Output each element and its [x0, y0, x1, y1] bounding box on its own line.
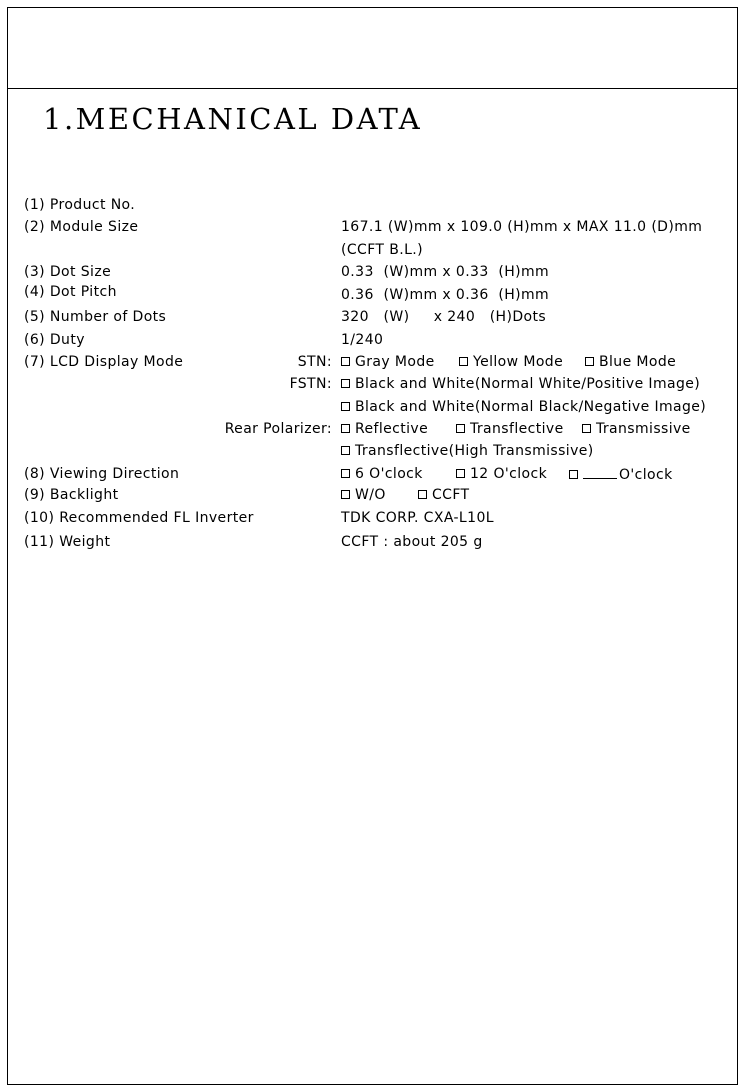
checkbox-icon — [585, 357, 594, 366]
label-weight: (11) Weight — [24, 534, 111, 550]
polarizer-label: Rear Polarizer: — [224, 421, 332, 437]
option-reflective[interactable]: Reflective — [341, 421, 428, 437]
option-backlight-ccft[interactable]: CCFT — [418, 487, 470, 503]
checkbox-icon — [418, 490, 427, 499]
checkbox-icon — [456, 424, 465, 433]
label-fl-inverter: (10) Recommended FL Inverter — [24, 510, 254, 526]
label-lcd-display-mode: (7) LCD Display Mode — [24, 354, 184, 370]
option-yellow-mode[interactable]: Yellow Mode — [459, 354, 563, 370]
section-title: 1.MECHANICAL DATA — [43, 102, 423, 136]
label-dot-pitch: (4) Dot Pitch — [24, 284, 117, 300]
value-dot-size: 0.33 (W)mm x 0.33 (H)mm — [341, 264, 550, 280]
option-transmissive[interactable]: Transmissive — [582, 421, 691, 437]
value-fl-inverter: TDK CORP. CXA-L10L — [341, 510, 494, 526]
checkbox-icon — [341, 357, 350, 366]
option-backlight-wo[interactable]: W/O — [341, 487, 386, 503]
checkbox-icon — [341, 490, 350, 499]
label-number-of-dots: (5) Number of Dots — [24, 309, 167, 325]
label-viewing-direction: (8) Viewing Direction — [24, 466, 180, 482]
checkbox-icon — [341, 424, 350, 433]
label-module-size: (2) Module Size — [24, 219, 139, 235]
checkbox-icon — [459, 357, 468, 366]
option-blue-mode[interactable]: Blue Mode — [585, 354, 676, 370]
value-number-of-dots: 320 (W) x 240 (H)Dots — [341, 309, 547, 325]
option-12-oclock[interactable]: 12 O'clock — [456, 466, 547, 482]
option-6-oclock[interactable]: 6 O'clock — [341, 466, 423, 482]
value-duty: 1/240 — [341, 332, 384, 348]
option-custom-oclock[interactable]: O'clock — [569, 466, 673, 483]
header-divider — [7, 88, 738, 89]
label-product-no: (1) Product No. — [24, 197, 136, 213]
fstn-label: FSTN: — [289, 376, 332, 392]
option-gray-mode[interactable]: Gray Mode — [341, 354, 435, 370]
option-normal-white[interactable]: Black and White(Normal White/Positive Image) — [341, 376, 700, 392]
checkbox-icon — [341, 379, 350, 388]
checkbox-icon — [569, 470, 578, 479]
value-weight: CCFT : about 205 g — [341, 534, 483, 550]
checkbox-icon — [456, 469, 465, 478]
option-transflective[interactable]: Transflective — [456, 421, 564, 437]
stn-label: STN: — [297, 354, 332, 370]
label-dot-size: (3) Dot Size — [24, 264, 112, 280]
option-high-transmissive[interactable]: Transflective(High Transmissive) — [341, 443, 594, 459]
checkbox-icon — [341, 469, 350, 478]
checkbox-icon — [341, 446, 350, 455]
label-duty: (6) Duty — [24, 332, 85, 348]
value-module-size-note: (CCFT B.L.) — [341, 242, 423, 258]
checkbox-icon — [582, 424, 591, 433]
checkbox-icon — [341, 402, 350, 411]
value-dot-pitch: 0.36 (W)mm x 0.36 (H)mm — [341, 287, 550, 303]
option-normal-black[interactable]: Black and White(Normal Black/Negative Image) — [341, 399, 706, 415]
value-module-size: 167.1 (W)mm x 109.0 (H)mm x MAX 11.0 (D)mm — [341, 219, 703, 235]
label-backlight: (9) Backlight — [24, 487, 119, 503]
blank-line — [583, 466, 617, 479]
